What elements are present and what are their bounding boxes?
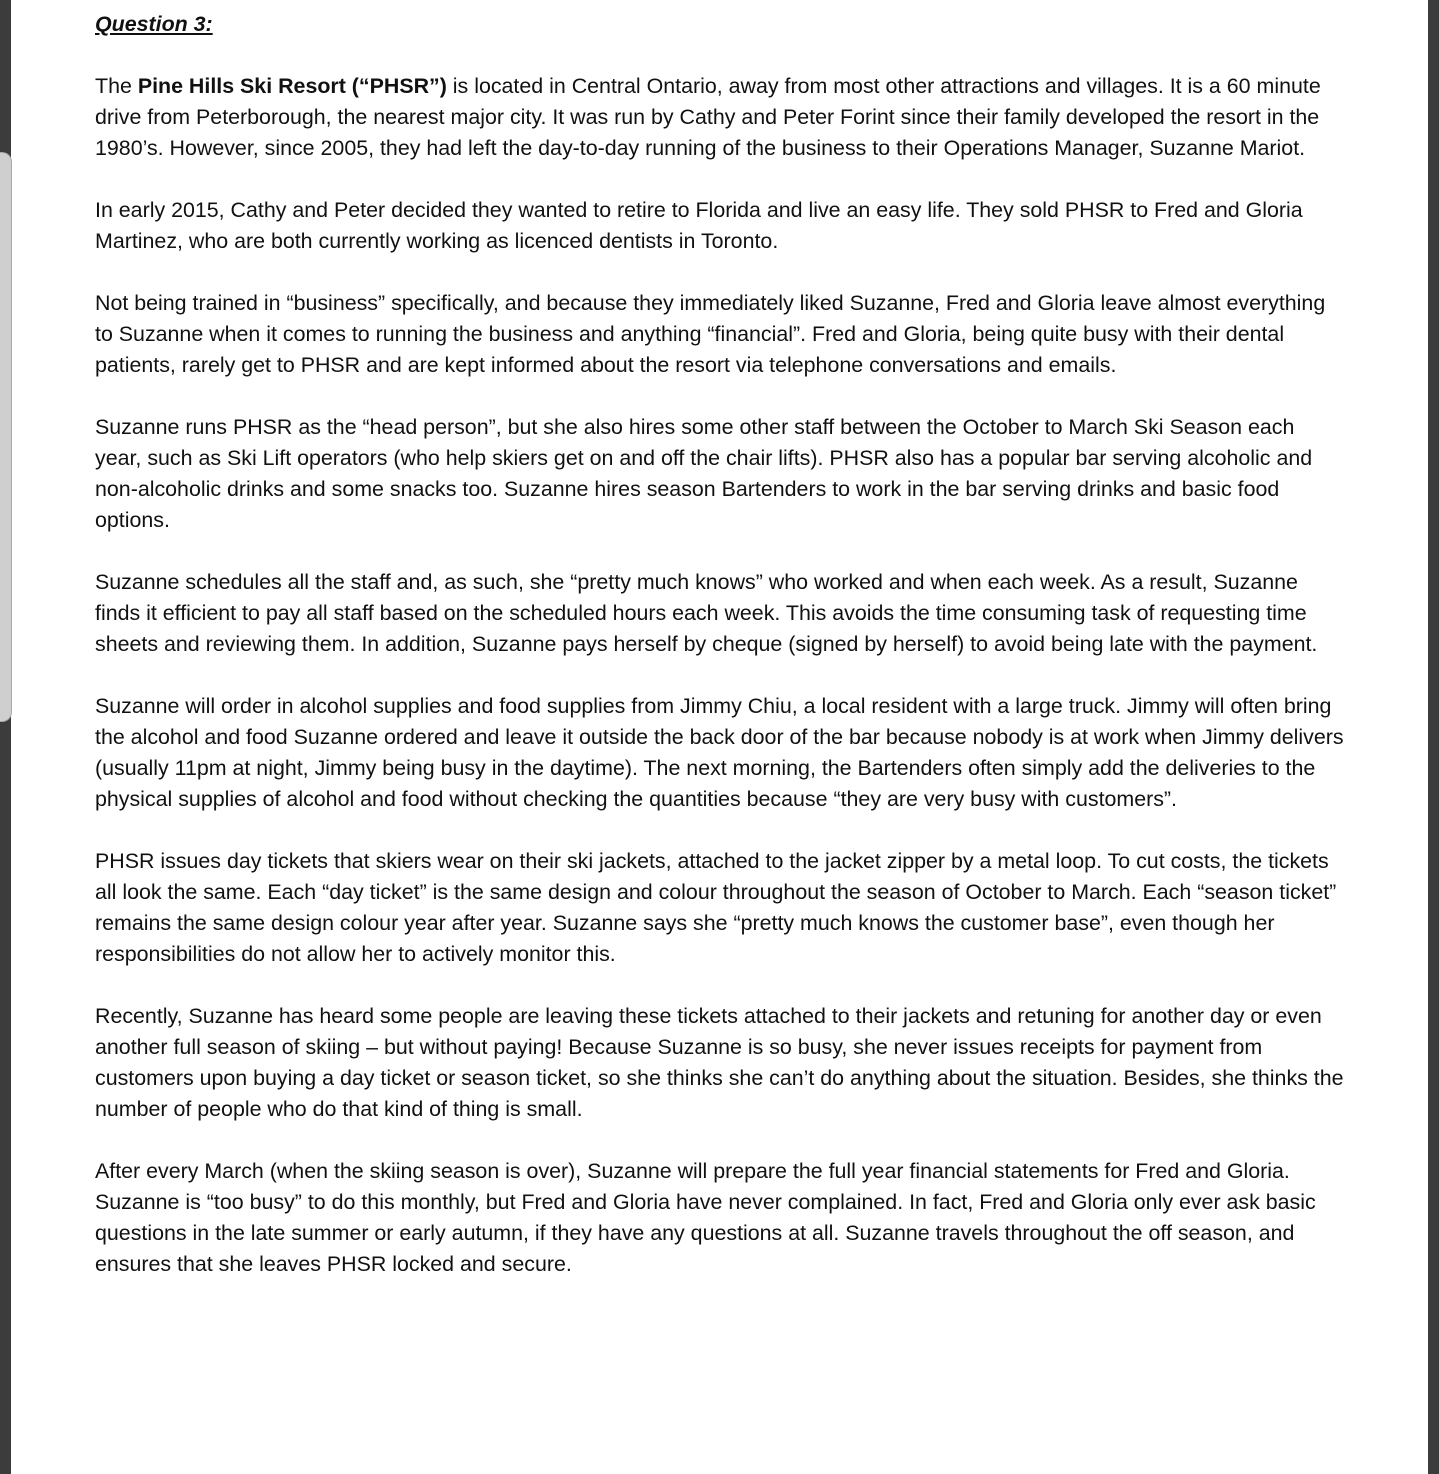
paragraph-4: Suzanne runs PHSR as the “head person”, but she also hires some other staff between the October to March Ski Season each year, such as Ski Lift operators (who help skiers get on and off the chair lifts). PHSR also has a popular bar serving alcoholic and non-alcoholic drinks and some snacks too. Suzanne hires season Bartenders to work in the bar serving drinks and basic food options. bbox=[95, 415, 1313, 532]
document-body bbox=[95, 9, 1345, 1311]
paragraph-2: In early 2015, Cathy and Peter decided they wanted to retire to Florida and live an easy life. They sold PHSR to Fred and Gloria Martinez, who are both currently working as licenced dentists in Toronto. bbox=[95, 198, 1303, 253]
paragraph-1 bbox=[95, 71, 1345, 164]
paragraph-9: After every March (when the skiing season is over), Suzanne will prepare the full year financial statements for Fred and Gloria. Suzanne is “too busy” to do this monthly, but Fred and Gloria have never complained. In fact, Fred and Gloria only ever ask basic questions in the late summer or early autumn, if they have any questions at all. Suzanne travels throughout the off season, and ensures that she leaves PHSR locked and secure. bbox=[95, 1159, 1316, 1276]
paragraph-7: PHSR issues day tickets that skiers wear on their ski jackets, attached to the jacket zipper by a metal loop. To cut costs, the tickets all look the same. Each “day ticket” is the same design and colour throughout the season of October to March. Each “season ticket” remains the same design colour year after year. Suzanne says she “pretty much knows the customer base”, even though her responsibilities do not allow her to actively monitor this. bbox=[95, 849, 1337, 966]
paragraph-8: Recently, Suzanne has heard some people are leaving these tickets attached to their jackets and retuning for another day or even another full season of skiing – but without paying! Because Suzanne is so busy, she never issues receipts for payment from customers upon buying a day ticket or season ticket, so she thinks she can’t do anything about the situation. Besides, she thinks the number of people who do that kind of thing is small. bbox=[95, 1004, 1344, 1121]
side-scroll-handle[interactable] bbox=[0, 152, 12, 722]
resort-name: Pine Hills Ski Resort (“PHSR”) bbox=[137, 74, 447, 98]
paragraph-1-text: is located in Central Ontario, away from most other attractions and villages. It is a 60 minute drive from Peterborough, the nearest major city. It was run by Cathy and Peter Forint since their family developed the resort in the 1980’s. However, since 2005, they had left the day-to-day running of the business to their Operations Manager, Suzanne Mariot. bbox=[95, 74, 1321, 160]
question-heading: Question 3: bbox=[95, 12, 213, 36]
paragraph-5: Suzanne schedules all the staff and, as such, she “pretty much knows” who worked and when each week. As a result, Suzanne finds it efficient to pay all staff based on the scheduled hours each week. This avoids the time consuming task of requesting time sheets and reviewing them. In addition, Suzanne pays herself by cheque (signed by herself) to avoid being late with the payment. bbox=[95, 570, 1318, 656]
paragraph-1-lead: The bbox=[95, 74, 138, 98]
paragraph-6: Suzanne will order in alcohol supplies and food supplies from Jimmy Chiu, a local resident with a large truck. Jimmy will often bring the alcohol and food Suzanne ordered and leave it outside the back door of the bar because nobody is at work when Jimmy delivers (usually 11pm at night, Jimmy being busy in the daytime). The next morning, the Bartenders often simply add the deliveries to the physical supplies of alcohol and food without checking the quantities because “they are very busy with customers”. bbox=[95, 694, 1344, 811]
paragraph-3: Not being trained in “business” specifically, and because they immediately liked Suzanne, Fred and Gloria leave almost everything to Suzanne when it comes to running the business and anything “financial”. Fred and Gloria, being quite busy with their dental patients, rarely get to PHSR and are kept informed about the resort via telephone conversations and emails. bbox=[95, 291, 1326, 377]
